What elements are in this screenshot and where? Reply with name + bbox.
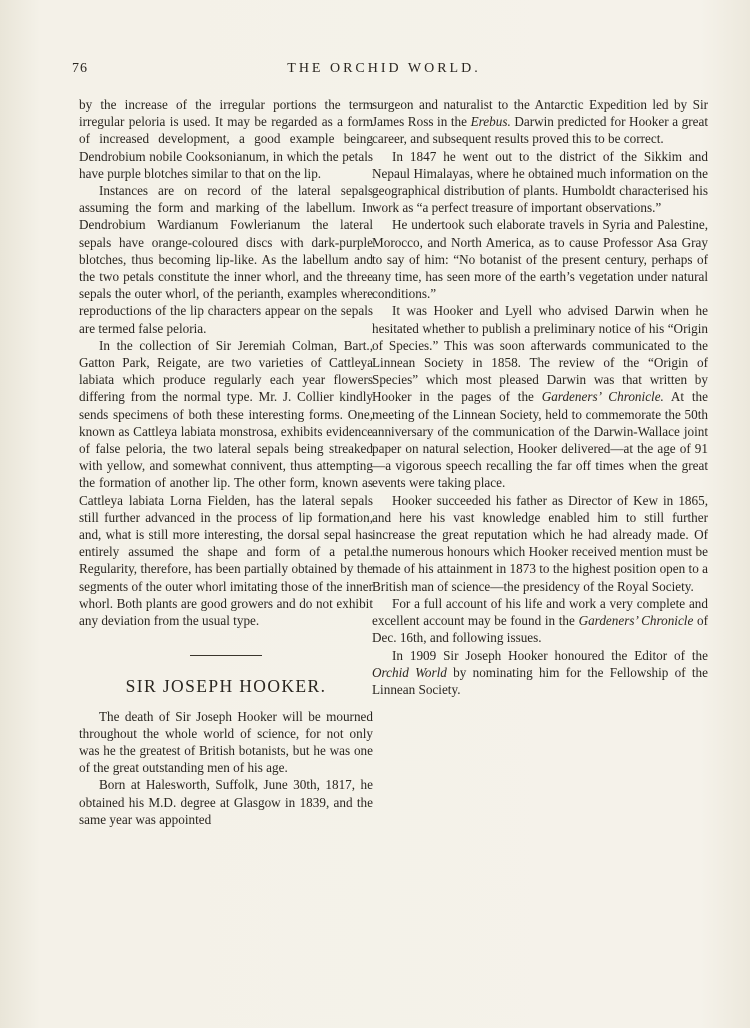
- journal-title: Orchid World: [372, 664, 447, 680]
- journal-title: Gardeners’ Chronicle: [578, 613, 694, 629]
- paragraph: [372, 595, 708, 647]
- paragraph: [372, 96, 708, 148]
- text-run: It was Hooker and Lyell who advised Darwin when he hesitated whether to publish a preliminary notice of his “Origin of Species.” This was soon afterwards communicated to the Linnean Society in 1858. The review of the “Origin of Species” which most pleased Darwin was that written by Hooker in the pages of the: [372, 303, 708, 405]
- text-run: At the meeting of the Linnean Society, held to commemorate the 50th anniversary of the communication of the Darwin-Wallace joint paper on natural selection, Hooker delivered—at the age of 91—a vigorous speech recalling the far off times when the great events were taking place.: [372, 389, 708, 491]
- paragraph: Instances are on record of the lateral sepals assuming the form and marking of the labellum. In Dendrobium Wardianum Fowlerianum the lateral sepals have orange-coloured discs with dark-purple blotches, thus becoming lip-like. As the labellum and the two petals constitute the inner whorl, and the three sepals the outer whorl, of the perianth, examples where reproductions of the lip characters appear on the sepals are termed false peloria.: [79, 183, 373, 336]
- text-run: surgeon and naturalist to the Antarctic Expedition led by Sir James Ross in the: [372, 97, 708, 130]
- left-column: [79, 96, 373, 828]
- paragraph: by the increase of the irregular portions the term irregular peloria is used. It may be regarded as a form of increased development, a good example being Dendrobium nobile Cooksonianum, in which the petals have purple blotches similar to that on the lip.: [79, 97, 373, 181]
- paragraph: Hooker succeeded his father as Director of Kew in 1865, and here his vast knowledge enabled him to still further increase the great reputation which he had already made. Of the numerous honours which Hooker received mention must be made of his attainment in 1873 to the highest position open to a British man of science—the presidency of the Royal Society.: [372, 492, 708, 594]
- right-column: [372, 96, 708, 698]
- running-head: THE ORCHID WORLD.: [287, 61, 481, 76]
- journal-title: Gardeners’ Chronicle.: [541, 389, 664, 405]
- text-run: For a full account of his life and work a very complete and excellent account may be found in the: [372, 595, 708, 629]
- section-divider: [190, 655, 262, 656]
- paragraph: Born at Halesworth, Suffolk, June 30th, 1817, he obtained his M.D. degree at Glasgow in 1839, and the same year was appointed: [79, 777, 373, 827]
- paragraph: [372, 302, 708, 491]
- text-run: by nominating him for the Fellowship of the Linnean Society.: [372, 664, 708, 697]
- paragraph: In the collection of Sir Jeremiah Colman, Bart., Gatton Park, Reigate, are two varieties of Cattleya labiata which produce regularly each year flowers differing from the normal type. Mr. J. Collier kindly sends specimens of both these interesting forms. One, known as Cattleya labiata monstrosa, exhibits evidence of false peloria, the two lateral sepals being streaked with yellow, and somewhat connivent, thus attempting the formation of another lip. The other form, known as Cattleya labiata Lorna Fielden, has the lateral sepals still further advanced in the process of lip formation, and, what is still more interesting, the dorsal sepal has entirely assumed the shape and form of a petal. Regularity, therefore, has been partially obtained by the segments of the outer whorl imitating those of the inner whorl. Both plants are good growers and do not exhibit any deviation from the usual type.: [79, 337, 373, 629]
- text-run: In 1909 Sir Joseph Hooker honoured the Editor of the: [392, 647, 708, 663]
- paragraph: [372, 647, 708, 699]
- text-run: of Dec. 16th, and following issues.: [372, 613, 708, 646]
- paragraph: In 1847 he went out to the district of the Sikkim and Nepaul Himalayas, where he obtained much information on the geographical distribution of plants. Humboldt characterised his work as “a perfect treasure of important observations.”: [372, 148, 708, 216]
- paragraph: He undertook such elaborate travels in Syria and Palestine, Morocco, and North America, as to cause Professor Asa Gray to say of him: “No botanist of the present century, perhaps of any time, has seen more of the earth’s vegetation under natural conditions.”: [372, 217, 708, 302]
- text-run: Darwin predicted for Hooker a great career, and subsequent results proved this to be correct.: [372, 114, 708, 147]
- paragraph: The death of Sir Joseph Hooker will be mourned throughout the whole world of science, for not only was he the greatest of British botanists, but he was one of the great outstanding men of his age.: [79, 708, 373, 776]
- section-title: SIR JOSEPH HOOKER.: [125, 676, 327, 697]
- ship-name: Erebus.: [470, 114, 511, 130]
- page-number: 76: [72, 61, 88, 76]
